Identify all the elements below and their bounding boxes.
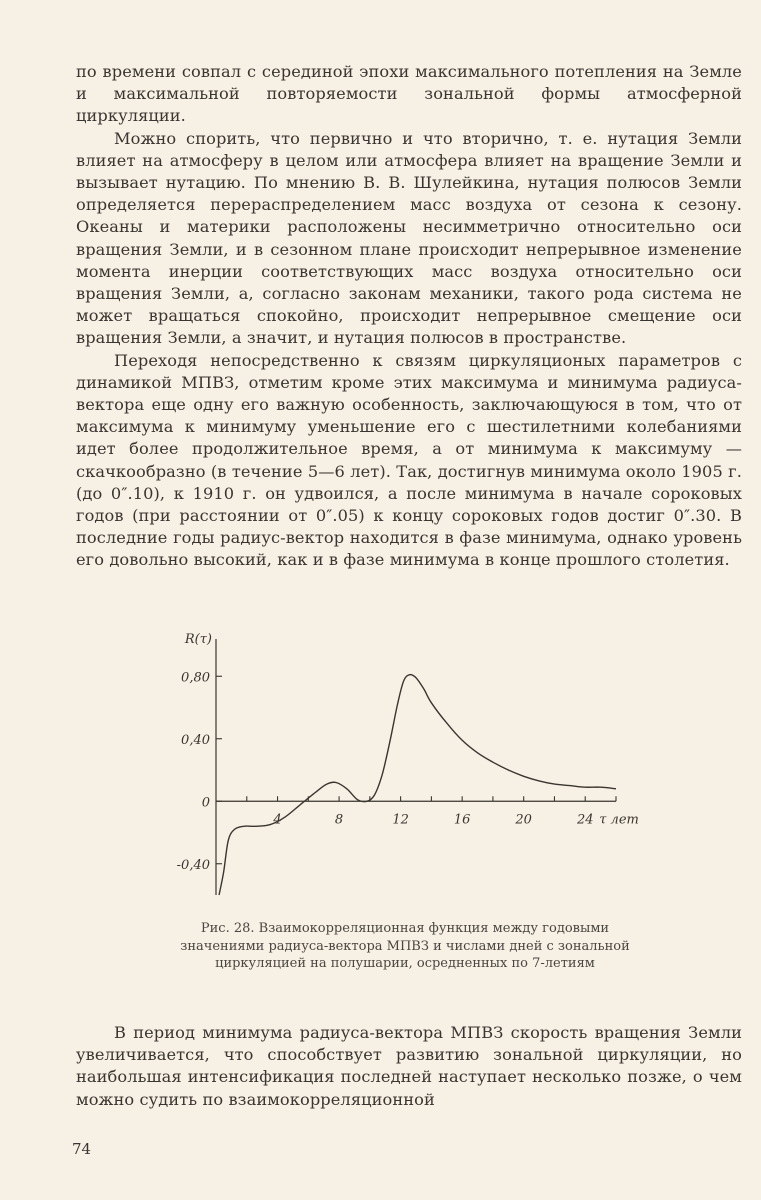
y-tick-label: 0,80 <box>181 670 210 686</box>
y-tick-label: 0,40 <box>181 732 210 748</box>
page-number: 74 <box>72 1140 92 1158</box>
paragraph: по времени совпал с серединой эпохи максимального потепления на Земле и максимальной повторяемости зональной формы атмосферной циркуляции. <box>76 62 742 126</box>
series-line <box>219 675 616 895</box>
x-axis-label: τ лет <box>599 812 639 828</box>
x-tick-label: 20 <box>515 812 532 828</box>
x-tick-label: 16 <box>453 812 471 828</box>
y-tick-label: -0,40 <box>176 857 210 873</box>
paragraph: Можно спорить, что первично и что вторично, т. е. нутация Земли влияет на атмосферу в целом или атмосфера влияет на вращение Земли и вызывает нутацию. По мнению В. В. Шулейкина, нутация полюсов Земли определяется перераспределением масс воздуха от сезона к сезону. Океаны и материки расположены несимметрично относительно оси вращения Земли, и в сезонном плане происходит непрерывное изменение момента инерции соответствующих масс воздуха относительно оси вращения Земли, а, согласно законам механики, такого рода система не может вращаться спокойно, происходит непрерывное смещение оси вращения Земли, а значит, и нутация полюсов в пространстве. <box>76 128 742 348</box>
paragraph: Переходя непосредственно к связям циркуляционых параметров с динамикой МПВЗ, отметим кроме этих максимума и минимума радиуса-вектора еще одну его важную особенность, заключающуюся в том, что от максимума к минимуму уменьшение его с шестилетними колебаниями идет более продолжительное время, а от минимума к максимуму — скачкообразно (в течение 5—6 лет). Так, достигнув минимума около 1905 г. (до 0″.10), к 1910 г. он удвоился, а после минимума в начале сороковых годов (при расстоянии от 0″.05) к концу сороковых годов достиг 0″.30. В последние годы радиус-вектор находится в фазе минимума, однако уровень его довольно высокий, как и в фазе минимума в конце прошлого столетия. <box>76 350 742 570</box>
body-text-bottom <box>76 1022 742 1111</box>
x-tick-label: 8 <box>334 812 344 828</box>
body-text-top <box>76 61 742 572</box>
x-tick-label: 24 <box>576 812 594 828</box>
figure-caption: Рис. 28. Взаимокорреляционная функция между годовыми значениями радиуса-вектора МПВЗ и числами дней с зональной циркуляцией на полушарии, осредненных по 7-летиям <box>180 921 630 972</box>
paragraph: В период минимума радиуса-вектора МПВЗ скорость вращения Земли увеличивается, что способствует развитию зональной циркуляции, но наибольшая интенсификация последней наступает несколько позже, о чем можно судить по взаимокорреляционной <box>76 1023 742 1109</box>
x-tick-label: 12 <box>392 812 409 828</box>
figure-28-chart <box>160 625 650 915</box>
x-tick-label: 4 <box>273 812 282 828</box>
y-axis-label: R(τ) <box>184 632 212 647</box>
y-tick-label: 0 <box>201 795 210 811</box>
